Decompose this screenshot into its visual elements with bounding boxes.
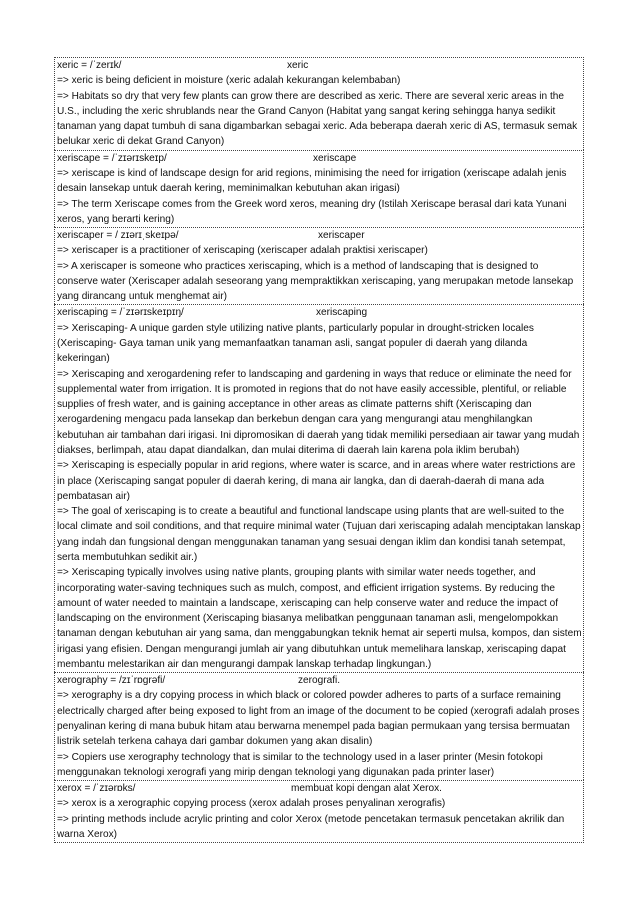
term-translation: zerografi.: [298, 675, 341, 687]
term-translation: xeriscaping: [316, 307, 368, 319]
definition-line: => xeriscape is kind of landscape design for arid regions, minimising the need for irrigation (xeriscape adalah jenis desain lansekap untuk daerah kering, meminimalkan kebutuhan akan irigasi): [57, 167, 567, 195]
term-pronunciation: xeriscape = /ˈzɪərɪskeɪp/: [57, 152, 167, 164]
definition-line: => The term Xeriscape comes from the Greek word xeros, meaning dry (Istilah Xeriscape berasal dari kata Yunani xeros, yang berarti kering): [57, 198, 567, 225]
entry-xerox: [54, 780, 584, 843]
entry-xeriscape: [54, 150, 584, 227]
definition-line: => Xeriscaping and xerogardening refer to landscaping and gardening in ways that reduce or eliminate the need for supplemental water from irrigation. It is promoted in regions that do not have easily accessible, plentiful, or reliable supplies of fresh water, and is gaining acceptance in other areas as climate patterns shift (Xeriscaping dan xerogardening mengacu pada lansekap dan berkebun dengan cara yang mengurangi atau menghilangkan kebutuhan air tambahan dari irigasi. Ini dipromosikan di daerah yang tidak memiliki persediaan air tawar yang mudah diakses, berlimpah, atau dapat diandalkan, dan mulai diterima di daerah lain karena pola iklim berubah): [57, 368, 580, 456]
term-pronunciation: xerography = /zɪˈrɒɡrəfi/: [57, 675, 166, 687]
entry-xeric: [54, 57, 584, 150]
definition-line: => xeric is being deficient in moisture (xeric adalah kekurangan kelembaban): [57, 75, 401, 87]
definition-line: => Xeriscaping typically involves using native plants, grouping plants with similar water needs together, and incorporating water-saving techniques such as mulch, compost, and efficient irrigation systems. By reducing the amount of water needed to maintain a landscape, xeriscaping can help conserve water and reduce the impact of landscaping on the environment (Xeriscaping biasanya melibatkan penggunaan tanaman asli, mengelompokkan tanaman dengan kebutuhan air yang sama, dan menggabungkan teknik hemat air seperti mulsa, kompos, dan sistem irigasi yang efisien. Dengan mengurangi jumlah air yang dibutuhkan untuk memelihara lanskap, xeriscaping dapat membantu melestarikan air dan mengurangi dampak lanskap terhadap lingkungan.): [57, 567, 582, 670]
term-pronunciation: xeric = /ˈzerɪk/: [57, 60, 122, 71]
entry-xeriscaping: [54, 304, 584, 672]
definition-line: => xerox is a xerographic copying process (xerox adalah proses penyalinan xerografis): [57, 798, 446, 810]
entry-header: [56, 151, 582, 166]
entry-xerography: [54, 672, 584, 780]
definition-line: => Copiers use xerography technology that is similar to the technology used in a laser printer (Mesin fotokopi menggunakan teknologi xerografi yang mirip dengan teknologi yang digunakan pada printer laser): [57, 751, 543, 778]
term-pronunciation: xeriscaping = /ˈzɪərɪskeɪpɪŋ/: [57, 307, 184, 319]
definition-line: => printing methods include acrylic printing and color Xerox (metode pencetakan termasuk pencetakan akrilik dan warna Xerox): [57, 813, 565, 840]
term-pronunciation: xeriscaper = / zɪərɪˌskeɪpə/: [57, 230, 179, 242]
entry-header: [56, 58, 582, 73]
definition-line: => Habitats so dry that very few plants can grow there are described as xeric. There are several xeric areas in the U.S., including the xeric shrublands near the Grand Canyon (Habitat yang sangat kering sehingga hanya sedikit tanaman yang dapat tumbuh di sana digambarkan sebagai xeric. Ada beberapa daerah xeric di AS, termasuk semak belukar xeric di dekat Grand Canyon): [57, 90, 578, 148]
term-translation: xeriscaper: [318, 230, 365, 242]
entry-header: [56, 781, 582, 796]
definition-line: => A xeriscaper is someone who practices xeriscaping, which is a method of landscaping that is designed to conserve water (Xeriscaper adalah seseorang yang mempraktikkan xeriscaping, yang merupakan metode lansekap yang dirancang untuk menghemat air): [57, 260, 574, 303]
entry-header: [56, 305, 582, 320]
entry-header: [56, 228, 582, 243]
term-translation: membuat kopi dengan alat Xerox.: [291, 783, 442, 795]
entry-xeriscaper: [54, 227, 584, 304]
definition-line: => xerography is a dry copying process in which black or colored powder adheres to parts of a surface remaining electrically charged after being exposed to light from an image of the document to be copied (xerografi adalah proses penyalinan kering di mana bubuk hitam atau berwarna menempel pada bagian permukaan yang tersisa bermuatan listrik setelah terkena cahaya dari gambar dokumen yang akan disalin): [57, 690, 580, 748]
definition-line: => The goal of xeriscaping is to create a beautiful and functional landscape using plants that are well-suited to the local climate and soil conditions, and that require minimal water (Tujuan dari xeriscaping adalah menciptakan lanskap yang indah dan fungsional dengan menggunakan tanaman yang sesuai dengan iklim dan kondisi tanah setempat, serta membutuhkan sedikit air.): [57, 506, 581, 563]
term-translation: xeric: [287, 60, 309, 71]
definition-line: => Xeriscaping is especially popular in arid regions, where water is scarce, and in areas where water restrictions are in place (Xeriscaping sangat populer di daerah kering, di mana air langka, dan di daerah-daerah di mana ada pembatasan air): [57, 460, 576, 502]
term-pronunciation: xerox = /ˈzɪərɒks/: [57, 783, 136, 795]
term-translation: xeriscape: [313, 152, 357, 164]
entry-header: [56, 673, 582, 688]
definition-line: => xeriscaper is a practitioner of xeriscaping (xeriscaper adalah praktisi xeriscaper): [57, 245, 428, 257]
vocabulary-document: [54, 57, 584, 843]
definition-line: => Xeriscaping- A unique garden style utilizing native plants, particularly popular in drought-stricken locales (Xeriscaping- Gaya taman unik yang memanfaatkan tanaman asli, sangat populer di daerah yang dilanda kekeringan): [57, 322, 534, 365]
